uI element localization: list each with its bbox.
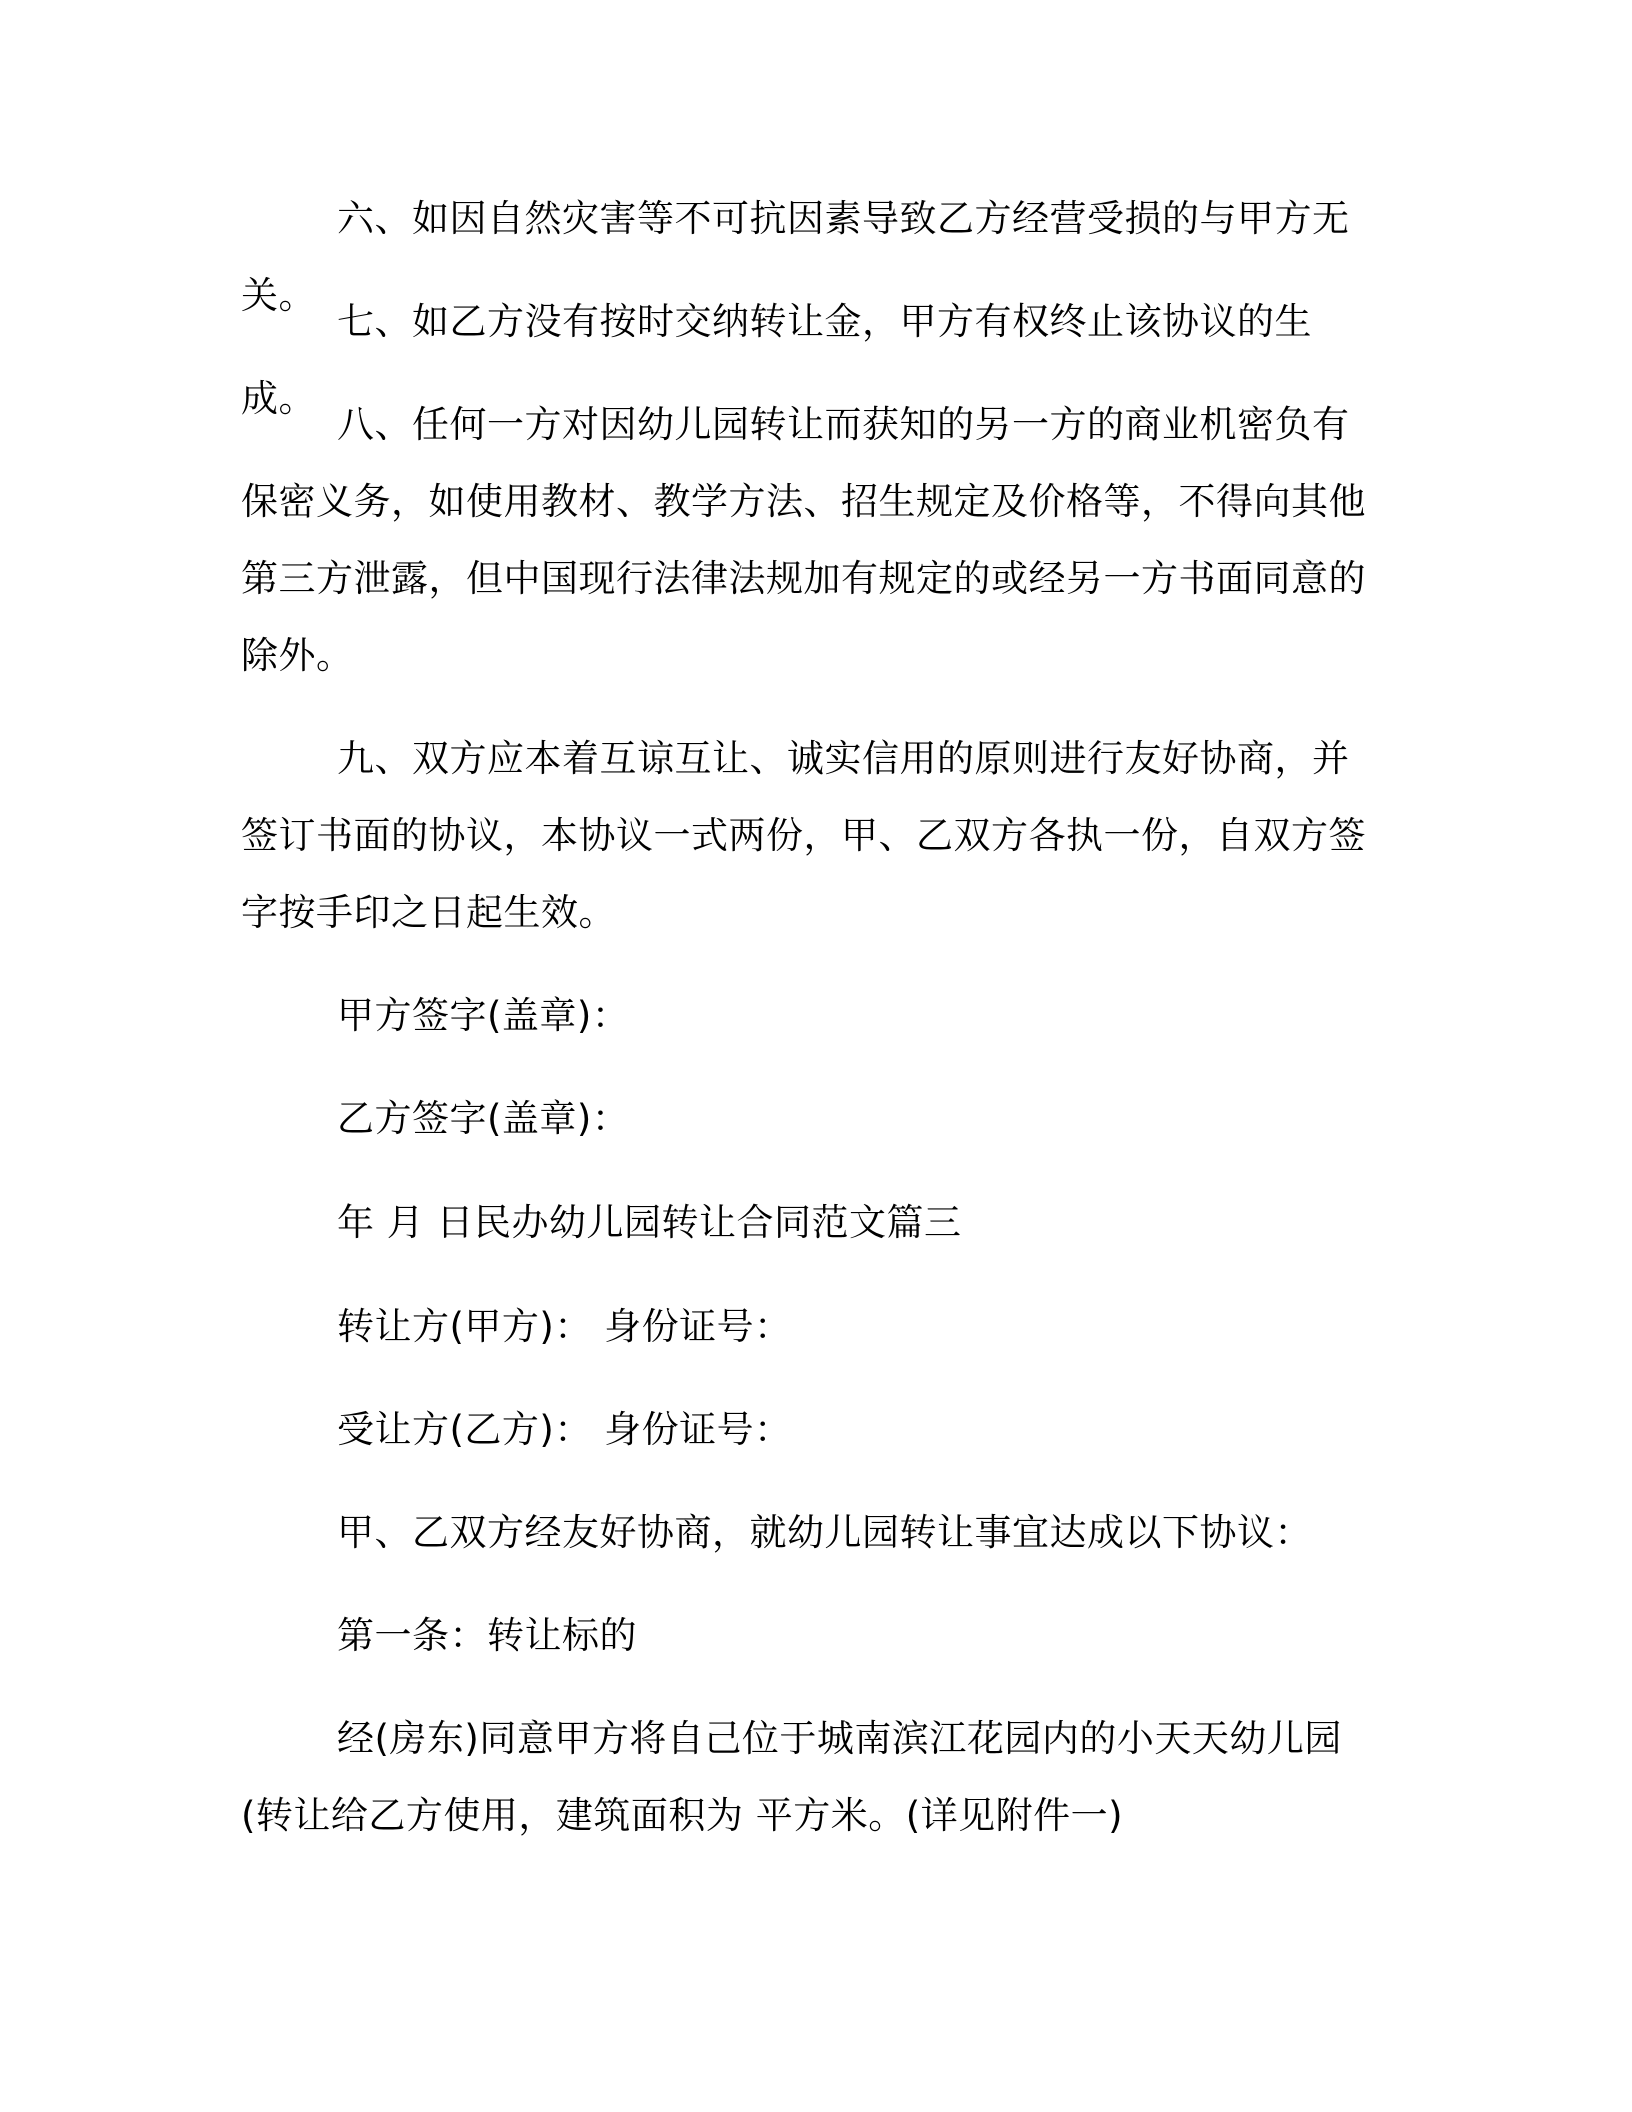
party-b-signature: 乙方签字(盖章)： bbox=[337, 1097, 630, 1140]
clause-eight: 八、任何一方对因幼儿园转让而获知的另一方的商业机密负有保密义务，如使用教材、教学方法、招生规定及价格等，不得向其他第三方泄露，但中国现行法律法规加有规定的或经另一方书面同意的除外。 bbox=[241, 403, 1366, 677]
article-one-body: 经(房东)同意甲方将自己位于城南滨江花园内的小天天幼儿园(转让给乙方使用，建筑面积为 平方米。(详见附件一) bbox=[241, 1717, 1342, 1837]
article-one-heading: 第一条：转让标的 bbox=[337, 1614, 637, 1657]
transferor-line: 转让方(甲方)： 身份证号： bbox=[337, 1305, 792, 1348]
party-a-signature: 甲方签字(盖章)： bbox=[337, 994, 630, 1037]
date-and-section-title: 年 月 日民办幼儿园转让合同范文篇三 bbox=[337, 1201, 962, 1244]
transferee-line: 受让方(乙方)： 身份证号： bbox=[337, 1408, 792, 1451]
clause-seven: 七、如乙方没有按时交纳转让金，甲方有权终止该协议的生成。 bbox=[241, 300, 1312, 420]
clause-six: 六、如因自然灾害等不可抗因素导致乙方经营受损的与甲方无关。 bbox=[241, 197, 1350, 317]
agreement-intro: 甲、乙双方经友好协商，就幼儿园转让事宜达成以下协议： bbox=[337, 1511, 1312, 1554]
clause-nine: 九、双方应本着互谅互让、诚实信用的原则进行友好协商，并签订书面的协议，本协议一式两份，甲、乙双方各执一份，自双方签字按手印之日起生效。 bbox=[241, 737, 1366, 934]
